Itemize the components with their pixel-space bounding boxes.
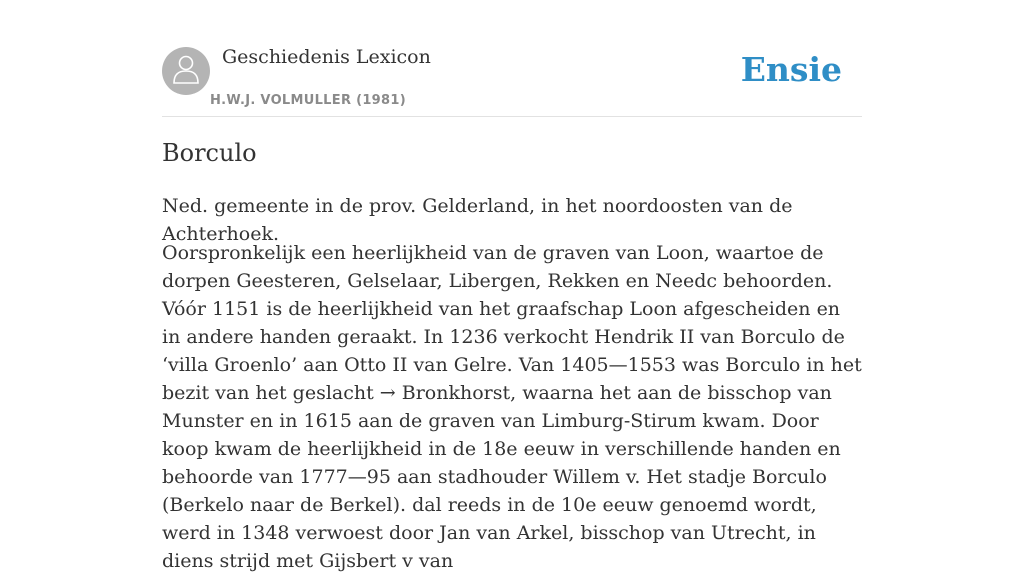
ensie-logo[interactable]: Ensie [740, 50, 842, 89]
page-container [162, 0, 862, 572]
article-title: Borculo [162, 139, 257, 167]
article-intro: Ned. gemeente in de prov. Gelderland, in het noordoosten van de Achterhoek. [162, 195, 793, 245]
author-label[interactable]: H.W.J. VOLMULLER (1981) [210, 93, 406, 108]
user-icon [172, 54, 200, 88]
avatar[interactable] [162, 47, 210, 95]
source-header [162, 0, 862, 117]
article-body: Oorspronkelijk een heerlijkheid van de graven van Loon, waartoe de dorpen Geesteren, Gelselaar, Libergen, Rekken en Needc behoorden. Vóór 1151 is de heerlijkheid van het graafschap Loon afgescheiden en in andere handen geraakt. In 1236 verkocht Hendrik II van Borculo de ‘villa Groenlo’ aan Otto II van Gelre. Van 1405—1553 was Borculo in het bezit van het geslacht → Bronkhorst, waarna het aan de bisschop van Munster en in 1615 aan de graven van Limburg-Stirum kwam. Door koop kwam de heerlijkheid in de 18e eeuw in verschillende handen en behoorde van 1777—95 aan stadhouder Willem v. Het stadje Borculo (Berkelo naar de Berkel). dal reeds in de 10e eeuw genoemd wordt, werd in 1348 verwoest door Jan van Arkel, bisschop van Utrecht, in diens strijd met Gijsbert v van [162, 242, 862, 572]
source-title[interactable]: Geschiedenis Lexicon [222, 46, 431, 68]
